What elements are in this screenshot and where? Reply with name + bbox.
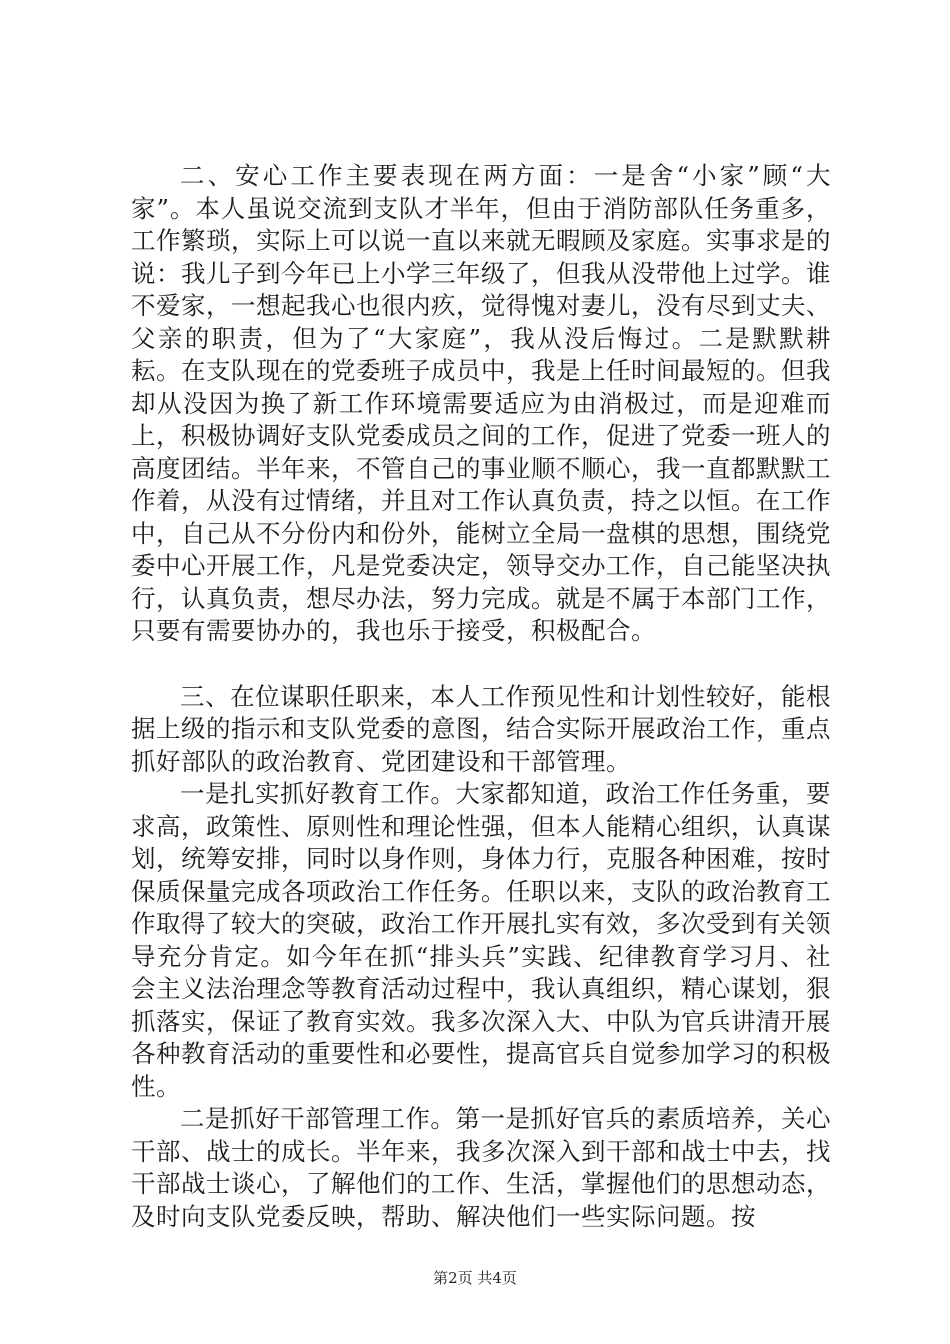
page-number-footer: 第2页 共4页 xyxy=(433,1269,517,1287)
paragraph-role-duties: 三、在位谋职任职来，本人工作预见性和计划性较好，能根据上级的指示和支队党委的意图，结合实际开展政治工作，重点抓好部队的政治教育、党团建设和干部管理。 xyxy=(131,681,831,776)
paragraph-cadre-management: 二是抓好干部管理工作。第一是抓好官兵的素质培养，关心干部、战士的成长。半年来，我多次深入到干部和战士中去，找干部战士谈心，了解他们的工作、生活，掌握他们的思想动态，及时向支队党委反映，帮助、解决他们一些实际问题。按 xyxy=(131,1104,831,1231)
paragraph-peace-of-mind: 二、安心工作主要表现在两方面：一是舍“小家”顾“大家”。本人虽说交流到支队才半年，但由于消防部队任务重多，工作繁琐，实际上可以说一直以来就无暇顾及家庭。实事求是的说：我儿子到今年已上小学三年级了，但我从没带他上过学。谁不爱家，一想起我心也很内疚，觉得愧对妻儿，没有尽到丈夫、父亲的职责，但为了“大家庭”，我从没后悔过。二是默默耕耘。在支队现在的党委班子成员中，我是上任时间最短的。但我却从没因为换了新工作环境需要适应为由消极过，而是迎难而上，积极协调好支队党委成员之间的工作，促进了党委一班人的高度团结。半年来，不管自己的事业顺不顺心，我一直都默默工作着，从没有过情绪，并且对工作认真负责，持之以恒。在工作中，自己从不分份内和份外，能树立全局一盘棋的思想，围绕党委中心开展工作，凡是党委决定，领导交办工作，自己能坚决执行，认真负责，想尽办法，努力完成。就是不属于本部门工作，只要有需要协办的，我也乐于接受，积极配合。 xyxy=(131,161,831,645)
paragraph-education-work: 一是扎实抓好教育工作。大家都知道，政治工作任务重，要求高，政策性、原则性和理论性强，但本人能精心组织，认真谋划，统筹安排，同时以身作则，身体力行，克服各种困难，按时保质保量完成各项政治工作任务。任职以来，支队的政治教育工作取得了较大的突破，政治工作开展扎实有效，多次受到有关领导充分肯定。如今年在抓“排头兵”实践、纪律教育学习月、社会主义法治理念等教育活动过程中，我认真组织，精心谋划，狠抓落实，保证了教育实效。我多次深入大、中队为官兵讲清开展各种教育活动的重要性和必要性，提高官兵自觉参加学习的积极性。 xyxy=(131,779,831,1101)
document-body xyxy=(131,160,831,1233)
